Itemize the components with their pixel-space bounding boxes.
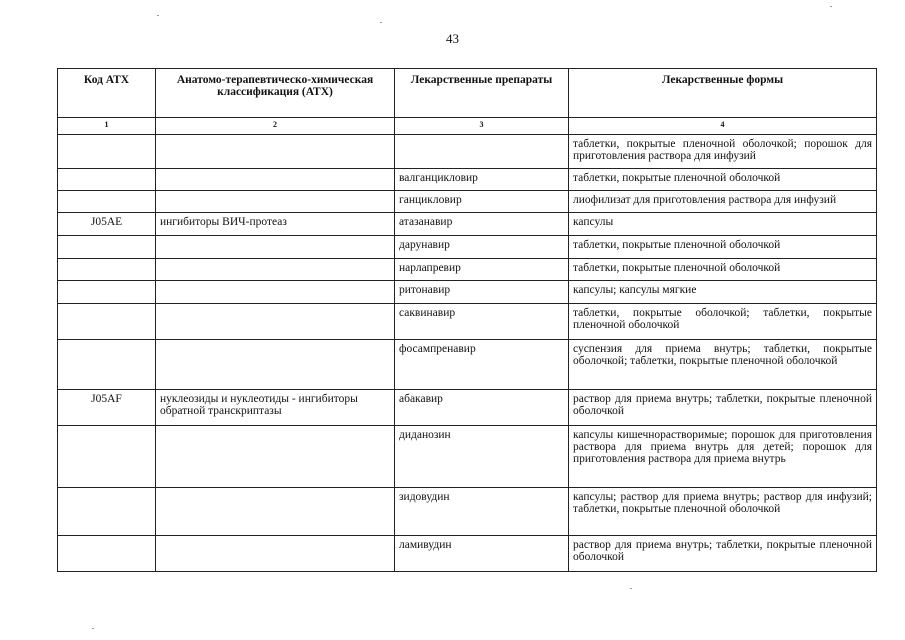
drug-cell: [395, 135, 569, 169]
atc-code-cell: [58, 304, 156, 340]
page-number: 43: [446, 31, 459, 46]
table-header-row: [58, 69, 877, 118]
drug-cell: зидовудин: [395, 488, 569, 536]
scan-speck: [830, 6, 832, 7]
dosage-forms-cell: таблетки, покрытые оболочкой; таблетки, покрытые пленочной оболочкой: [569, 304, 877, 340]
scan-speck: [92, 628, 94, 629]
atc-code-cell: [58, 340, 156, 390]
table-row: [58, 340, 877, 390]
scan-speck: [157, 15, 159, 16]
table-row: [58, 259, 877, 281]
atc-code-cell: [58, 236, 156, 259]
scan-speck: [630, 588, 632, 589]
classification-cell: [156, 536, 395, 572]
drug-cell: ритонавир: [395, 281, 569, 304]
header-dosage-forms: Лекарственные формы: [569, 69, 877, 118]
table-row: [58, 536, 877, 572]
drug-cell: ламивудин: [395, 536, 569, 572]
dosage-forms-cell: раствор для приема внутрь; таблетки, покрытые пленочной оболочкой: [569, 390, 877, 426]
table-row: [58, 488, 877, 536]
drug-cell: саквинавир: [395, 304, 569, 340]
dosage-forms-cell: лиофилизат для приготовления раствора для инфузий: [569, 191, 877, 213]
drug-cell: нарлапревир: [395, 259, 569, 281]
drug-cell: диданозин: [395, 426, 569, 488]
classification-cell: [156, 304, 395, 340]
atc-code-cell: [58, 259, 156, 281]
drug-cell: абакавир: [395, 390, 569, 426]
drug-cell: валганцикловир: [395, 169, 569, 191]
classification-cell: [156, 236, 395, 259]
column-number: 4: [569, 118, 877, 135]
dosage-forms-cell: капсулы кишечнорастворимые; порошок для приготовления раствора для приема внутрь для детей; порошок для приготовления раствора для приема внутрь: [569, 426, 877, 488]
classification-cell: ингибиторы ВИЧ-протеаз: [156, 213, 395, 236]
classification-cell: [156, 191, 395, 213]
dosage-forms-cell: раствор для приема внутрь; таблетки, покрытые пленочной оболочкой: [569, 536, 877, 572]
dosage-forms-cell: таблетки, покрытые пленочной оболочкой: [569, 259, 877, 281]
column-number-row: [58, 118, 877, 135]
table-row: [58, 191, 877, 213]
column-number: 1: [58, 118, 156, 135]
table-row: [58, 304, 877, 340]
classification-cell: [156, 259, 395, 281]
classification-cell: [156, 488, 395, 536]
dosage-forms-cell: таблетки, покрытые пленочной оболочкой: [569, 169, 877, 191]
table-row: [58, 169, 877, 191]
header-atc-classification: Анатомо-терапевтическо-химическая классификация (АТХ): [156, 69, 395, 118]
atc-code-cell: [58, 169, 156, 191]
column-number: 3: [395, 118, 569, 135]
classification-cell: [156, 340, 395, 390]
table-row: [58, 135, 877, 169]
atc-code-cell: [58, 281, 156, 304]
dosage-forms-cell: капсулы; раствор для приема внутрь; раствор для инфузий; таблетки, покрытые пленочной оболочкой: [569, 488, 877, 536]
table-row: [58, 281, 877, 304]
drug-cell: дарунавир: [395, 236, 569, 259]
header-atc-code: Код АТХ: [58, 69, 156, 118]
atc-code-cell: [58, 488, 156, 536]
atc-code-cell: [58, 536, 156, 572]
atc-code-cell: [58, 191, 156, 213]
table-row: [58, 426, 877, 488]
dosage-forms-cell: таблетки, покрытые пленочной оболочкой: [569, 236, 877, 259]
drug-cell: ганцикловир: [395, 191, 569, 213]
atc-drug-table: [57, 68, 877, 572]
table-row: [58, 390, 877, 426]
header-drugs: Лекарственные препараты: [395, 69, 569, 118]
column-number: 2: [156, 118, 395, 135]
dosage-forms-cell: капсулы; капсулы мягкие: [569, 281, 877, 304]
dosage-forms-cell: капсулы: [569, 213, 877, 236]
classification-cell: [156, 281, 395, 304]
atc-code-cell: J05AF: [58, 390, 156, 426]
atc-code-cell: J05AE: [58, 213, 156, 236]
atc-code-cell: [58, 135, 156, 169]
table-row: [58, 213, 877, 236]
drug-cell: фосампренавир: [395, 340, 569, 390]
dosage-forms-cell: суспензия для приема внутрь; таблетки, покрытые оболочкой; таблетки, покрытые пленочной оболочкой: [569, 340, 877, 390]
classification-cell: [156, 169, 395, 191]
classification-cell: [156, 135, 395, 169]
classification-cell: [156, 426, 395, 488]
drug-cell: атазанавир: [395, 213, 569, 236]
classification-cell: нуклеозиды и нуклеотиды - ингибиторы обратной транскриптазы: [156, 390, 395, 426]
table-row: [58, 236, 877, 259]
scan-speck: [380, 22, 382, 23]
atc-code-cell: [58, 426, 156, 488]
dosage-forms-cell: таблетки, покрытые пленочной оболочкой; порошок для приготовления раствора для инфузий: [569, 135, 877, 169]
